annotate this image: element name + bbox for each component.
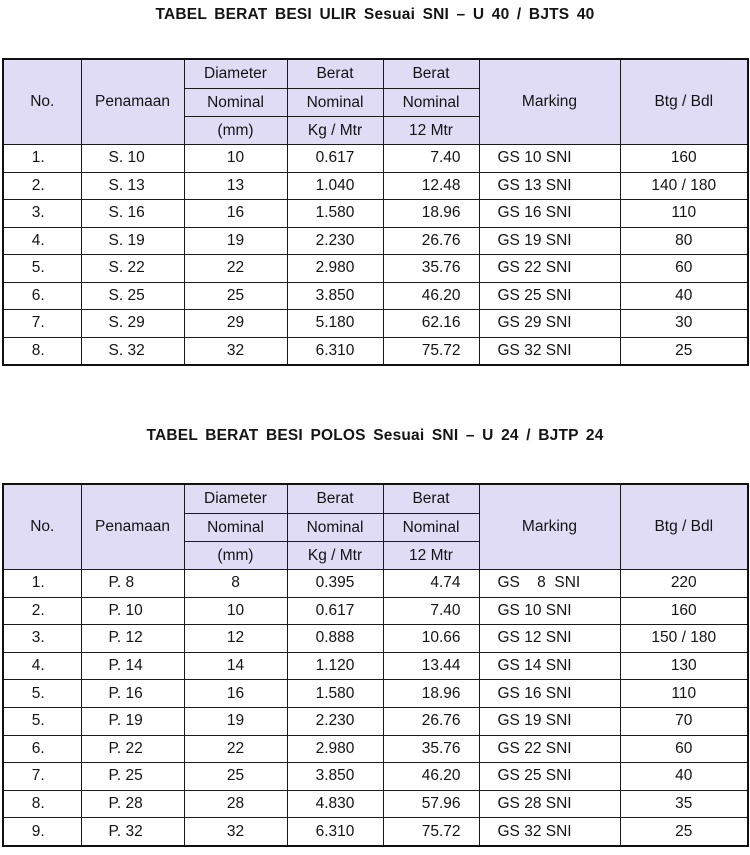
cell-kg-mtr: 1.040	[287, 172, 383, 200]
cell-per-12: 10.66	[383, 625, 479, 653]
header-no: No.	[3, 484, 81, 570]
cell-no: 6.	[3, 735, 81, 763]
cell-btg: 70	[620, 707, 748, 735]
cell-per-12: 12.48	[383, 172, 479, 200]
cell-btg: 60	[620, 735, 748, 763]
cell-kg-mtr: 1.580	[287, 680, 383, 708]
cell-per-12: 7.40	[383, 597, 479, 625]
header-no: No.	[3, 59, 81, 145]
cell-marking: GS 12 SNI	[479, 625, 620, 653]
table-row	[3, 227, 748, 255]
header-marking: Marking	[479, 484, 620, 570]
cell-per-12: 26.76	[383, 707, 479, 735]
cell-btg: 110	[620, 680, 748, 708]
table-row	[3, 570, 748, 598]
cell-name: P. 19	[81, 707, 184, 735]
header-diameter-1: Diameter	[184, 59, 287, 89]
cell-diameter: 25	[184, 763, 287, 791]
cell-kg-mtr: 2.230	[287, 707, 383, 735]
cell-marking: GS 14 SNI	[479, 652, 620, 680]
cell-no: 7.	[3, 763, 81, 791]
cell-diameter: 32	[184, 818, 287, 846]
table-row	[3, 172, 748, 200]
cell-name: P. 10	[81, 597, 184, 625]
cell-marking: GS 16 SNI	[479, 680, 620, 708]
table2-polos	[2, 483, 749, 847]
cell-per-12: 35.76	[383, 255, 479, 283]
cell-per-12: 35.76	[383, 735, 479, 763]
cell-name: S. 13	[81, 172, 184, 200]
header-btg-bdl: Btg / Bdl	[620, 484, 748, 570]
cell-marking: GS 13 SNI	[479, 172, 620, 200]
cell-kg-mtr: 2.230	[287, 227, 383, 255]
cell-btg: 25	[620, 818, 748, 846]
table-row	[3, 707, 748, 735]
cell-btg: 30	[620, 310, 748, 338]
cell-per-12: 26.76	[383, 227, 479, 255]
cell-diameter: 29	[184, 310, 287, 338]
cell-btg: 35	[620, 790, 748, 818]
cell-kg-mtr: 3.850	[287, 763, 383, 791]
cell-diameter: 14	[184, 652, 287, 680]
table2-title: TABEL BERAT BESI POLOS Sesuai SNI – U 24 / BJTP 24	[146, 427, 604, 444]
cell-diameter: 10	[184, 145, 287, 173]
cell-btg: 25	[620, 337, 748, 365]
cell-no: 3.	[3, 625, 81, 653]
header-berat-12-3: 12 Mtr	[383, 117, 479, 145]
cell-per-12: 7.40	[383, 145, 479, 173]
table-row	[3, 282, 748, 310]
cell-kg-mtr: 0.617	[287, 597, 383, 625]
table-row	[3, 818, 748, 846]
cell-btg: 110	[620, 200, 748, 228]
cell-diameter: 16	[184, 200, 287, 228]
table2-body	[3, 570, 748, 846]
cell-kg-mtr: 1.580	[287, 200, 383, 228]
cell-per-12: 18.96	[383, 200, 479, 228]
cell-btg: 60	[620, 255, 748, 283]
cell-name: S. 16	[81, 200, 184, 228]
cell-no: 3.	[3, 200, 81, 228]
header-penamaan: Penamaan	[81, 484, 184, 570]
table-row	[3, 337, 748, 365]
cell-diameter: 28	[184, 790, 287, 818]
cell-name: P. 25	[81, 763, 184, 791]
cell-name: S. 32	[81, 337, 184, 365]
cell-no: 8.	[3, 337, 81, 365]
table-row	[3, 652, 748, 680]
cell-marking: GS 10 SNI	[479, 145, 620, 173]
cell-kg-mtr: 6.310	[287, 818, 383, 846]
cell-no: 1.	[3, 145, 81, 173]
header-penamaan: Penamaan	[81, 59, 184, 145]
cell-diameter: 12	[184, 625, 287, 653]
cell-per-12: 62.16	[383, 310, 479, 338]
header-berat-12-2: Nominal	[383, 89, 479, 117]
cell-kg-mtr: 1.120	[287, 652, 383, 680]
header-berat-12-3: 12 Mtr	[383, 542, 479, 570]
cell-marking: GS 32 SNI	[479, 337, 620, 365]
header-berat-nominal-3: Kg / Mtr	[287, 117, 383, 145]
cell-btg: 40	[620, 282, 748, 310]
table-row	[3, 597, 748, 625]
header-marking: Marking	[479, 59, 620, 145]
cell-no: 5.	[3, 680, 81, 708]
table-row	[3, 735, 748, 763]
table1-body	[3, 145, 748, 366]
table1-ulir	[2, 58, 749, 366]
cell-diameter: 22	[184, 735, 287, 763]
cell-btg: 150 / 180	[620, 625, 748, 653]
cell-diameter: 19	[184, 707, 287, 735]
cell-diameter: 19	[184, 227, 287, 255]
header-diameter-1: Diameter	[184, 484, 287, 514]
cell-per-12: 46.20	[383, 282, 479, 310]
table-row	[3, 310, 748, 338]
cell-per-12: 57.96	[383, 790, 479, 818]
cell-name: S. 22	[81, 255, 184, 283]
cell-btg: 80	[620, 227, 748, 255]
cell-name: P. 12	[81, 625, 184, 653]
header-berat-12-2: Nominal	[383, 514, 479, 542]
cell-per-12: 75.72	[383, 818, 479, 846]
table2-header	[3, 484, 748, 570]
header-berat-nominal-1: Berat	[287, 59, 383, 89]
cell-btg: 130	[620, 652, 748, 680]
table-row	[3, 255, 748, 283]
cell-marking: GS 25 SNI	[479, 763, 620, 791]
cell-btg: 160	[620, 597, 748, 625]
cell-diameter: 10	[184, 597, 287, 625]
cell-marking: GS 32 SNI	[479, 818, 620, 846]
table-row	[3, 200, 748, 228]
cell-diameter: 8	[184, 570, 287, 598]
cell-kg-mtr: 0.395	[287, 570, 383, 598]
cell-no: 6.	[3, 282, 81, 310]
cell-diameter: 16	[184, 680, 287, 708]
cell-marking: GS 16 SNI	[479, 200, 620, 228]
header-diameter-3: (mm)	[184, 542, 287, 570]
cell-kg-mtr: 2.980	[287, 735, 383, 763]
header-diameter-3: (mm)	[184, 117, 287, 145]
cell-marking: GS 19 SNI	[479, 707, 620, 735]
cell-marking: GS 25 SNI	[479, 282, 620, 310]
cell-marking: GS 29 SNI	[479, 310, 620, 338]
cell-no: 5.	[3, 707, 81, 735]
cell-marking: GS 8 SNI	[479, 570, 620, 598]
cell-diameter: 13	[184, 172, 287, 200]
cell-name: P. 28	[81, 790, 184, 818]
cell-marking: GS 19 SNI	[479, 227, 620, 255]
table-row	[3, 790, 748, 818]
cell-marking: GS 22 SNI	[479, 735, 620, 763]
header-berat-12-1: Berat	[383, 484, 479, 514]
cell-name: S. 19	[81, 227, 184, 255]
cell-btg: 40	[620, 763, 748, 791]
cell-name: S. 10	[81, 145, 184, 173]
cell-no: 5.	[3, 255, 81, 283]
cell-kg-mtr: 5.180	[287, 310, 383, 338]
cell-name: P. 32	[81, 818, 184, 846]
cell-name: P. 8	[81, 570, 184, 598]
header-berat-12-1: Berat	[383, 59, 479, 89]
cell-btg: 140 / 180	[620, 172, 748, 200]
cell-no: 1.	[3, 570, 81, 598]
header-btg-bdl: Btg / Bdl	[620, 59, 748, 145]
header-berat-nominal-2: Nominal	[287, 514, 383, 542]
table-row	[3, 145, 748, 173]
cell-per-12: 75.72	[383, 337, 479, 365]
cell-per-12: 18.96	[383, 680, 479, 708]
cell-marking: GS 22 SNI	[479, 255, 620, 283]
cell-btg: 220	[620, 570, 748, 598]
cell-diameter: 32	[184, 337, 287, 365]
cell-no: 2.	[3, 597, 81, 625]
cell-diameter: 22	[184, 255, 287, 283]
cell-per-12: 46.20	[383, 763, 479, 791]
header-berat-nominal-3: Kg / Mtr	[287, 542, 383, 570]
table1-title: TABEL BERAT BESI ULIR Sesuai SNI – U 40 / BJTS 40	[155, 6, 595, 23]
cell-no: 4.	[3, 227, 81, 255]
table-row	[3, 680, 748, 708]
cell-kg-mtr: 0.888	[287, 625, 383, 653]
table1-header	[3, 59, 748, 145]
cell-diameter: 25	[184, 282, 287, 310]
cell-kg-mtr: 4.830	[287, 790, 383, 818]
cell-name: S. 29	[81, 310, 184, 338]
cell-no: 7.	[3, 310, 81, 338]
cell-per-12: 13.44	[383, 652, 479, 680]
cell-kg-mtr: 0.617	[287, 145, 383, 173]
header-berat-nominal-1: Berat	[287, 484, 383, 514]
cell-per-12: 4.74	[383, 570, 479, 598]
cell-no: 2.	[3, 172, 81, 200]
table-row	[3, 625, 748, 653]
cell-kg-mtr: 6.310	[287, 337, 383, 365]
cell-name: P. 22	[81, 735, 184, 763]
header-berat-nominal-2: Nominal	[287, 89, 383, 117]
cell-name: P. 14	[81, 652, 184, 680]
cell-name: S. 25	[81, 282, 184, 310]
cell-marking: GS 28 SNI	[479, 790, 620, 818]
table-row	[3, 763, 748, 791]
cell-kg-mtr: 2.980	[287, 255, 383, 283]
cell-no: 8.	[3, 790, 81, 818]
cell-no: 4.	[3, 652, 81, 680]
cell-no: 9.	[3, 818, 81, 846]
cell-name: P. 16	[81, 680, 184, 708]
cell-marking: GS 10 SNI	[479, 597, 620, 625]
header-diameter-2: Nominal	[184, 89, 287, 117]
cell-kg-mtr: 3.850	[287, 282, 383, 310]
cell-btg: 160	[620, 145, 748, 173]
header-diameter-2: Nominal	[184, 514, 287, 542]
